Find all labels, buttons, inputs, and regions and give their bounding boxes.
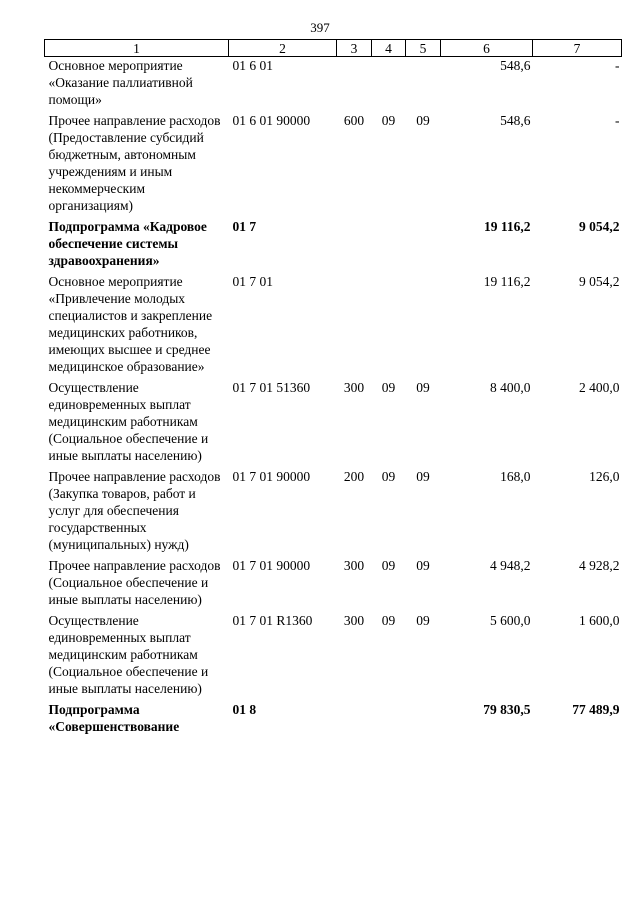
- row-col4: 09: [381, 380, 396, 395]
- row-col3: 300: [343, 613, 365, 628]
- row-col5: 09: [416, 380, 430, 395]
- row-col5: 09: [416, 613, 430, 628]
- row-col5: [406, 273, 441, 379]
- row-code: 01 7 01: [232, 274, 273, 289]
- row-code: 01 6 01: [232, 58, 273, 73]
- row-name: Подпрограмма «Кадровое обеспечение системы здравоохранения»: [48, 219, 207, 268]
- row-col3: [337, 273, 372, 379]
- row-value-6: 548,6: [500, 113, 531, 128]
- row-value-6: 548,6: [500, 58, 531, 73]
- table-row: [45, 701, 622, 739]
- row-col4: 09: [381, 613, 396, 628]
- table-row: [45, 379, 622, 468]
- row-value-6: 8 400,0: [490, 380, 531, 395]
- budget-table: [44, 39, 622, 739]
- row-name: Основное мероприятие «Привлечение молодых специалистов и закрепление медицинских работников, имеющих высшее и среднее медицинское образование»: [48, 274, 213, 374]
- row-col3: [337, 701, 372, 739]
- row-value-6: 168,0: [500, 469, 531, 484]
- row-value-6: 79 830,5: [483, 702, 531, 717]
- row-name: Прочее направление расходов (Социальное обеспечение и иные выплаты населению): [48, 558, 221, 607]
- row-code: 01 6 01 90000: [232, 113, 311, 128]
- header-row: [45, 40, 622, 57]
- row-col4: [372, 218, 406, 273]
- row-col4: 09: [381, 469, 396, 484]
- row-col5: 09: [416, 113, 430, 128]
- row-value-7: 77 489,9: [572, 702, 620, 717]
- table-row: [45, 57, 622, 113]
- page-number: 397: [310, 20, 330, 35]
- row-code: 01 7 01 R1360: [232, 613, 313, 628]
- row-name: Подпрограмма «Совершенствование: [48, 702, 180, 734]
- row-col3: 300: [343, 380, 365, 395]
- table-row: [45, 218, 622, 273]
- row-col4: 09: [381, 558, 396, 573]
- row-value-7: 126,0: [589, 469, 620, 484]
- row-name: Прочее направление расходов (Закупка товаров, работ и услуг для обеспечения государственных (муниципальных) нужд): [48, 469, 221, 552]
- column-header-5: 5: [406, 40, 441, 57]
- row-col3: 200: [343, 469, 365, 484]
- row-name: Осуществление единовременных выплат медицинским работникам (Социальное обеспечение и иные выплаты населению): [48, 613, 209, 696]
- table-row: [45, 468, 622, 557]
- row-col3: 300: [343, 558, 365, 573]
- row-code: 01 7 01 90000: [232, 469, 311, 484]
- column-header-3: 3: [337, 40, 372, 57]
- row-code: 01 8: [232, 702, 257, 717]
- row-name: Осуществление единовременных выплат медицинским работникам (Социальное обеспечение и иные выплаты населению): [48, 380, 209, 463]
- row-value-7: 1 600,0: [579, 613, 620, 628]
- row-value-7: 4 928,2: [579, 558, 620, 573]
- row-col5: [406, 701, 441, 739]
- row-value-6: 5 600,0: [490, 613, 531, 628]
- row-name: Основное мероприятие «Оказание паллиативной помощи»: [48, 58, 193, 107]
- row-col4: [372, 57, 406, 113]
- row-col3: 600: [343, 113, 365, 128]
- row-value-7: 9 054,2: [579, 219, 620, 234]
- row-col4: 09: [381, 113, 396, 128]
- row-value-7: -: [615, 58, 620, 73]
- row-code: 01 7 01 90000: [232, 558, 311, 573]
- row-col5: 09: [416, 558, 430, 573]
- row-value-7: 2 400,0: [579, 380, 620, 395]
- column-header-7: 7: [533, 40, 622, 57]
- row-name: Прочее направление расходов (Предоставление субсидий бюджетным, автономным учреждениям и иным некоммерческим организациям): [48, 113, 221, 213]
- table-row: [45, 557, 622, 612]
- row-col5: [406, 57, 441, 113]
- row-col4: [372, 273, 406, 379]
- row-value-7: -: [615, 113, 620, 128]
- row-code: 01 7 01 51360: [232, 380, 311, 395]
- row-value-6: 19 116,2: [483, 274, 531, 289]
- table-row: [45, 112, 622, 218]
- row-col4: [372, 701, 406, 739]
- row-value-6: 19 116,2: [483, 219, 531, 234]
- table-row: [45, 273, 622, 379]
- row-value-7: 9 054,2: [579, 274, 620, 289]
- column-header-1: 1: [45, 40, 229, 57]
- column-header-4: 4: [372, 40, 406, 57]
- row-value-6: 4 948,2: [490, 558, 531, 573]
- column-header-6: 6: [441, 40, 533, 57]
- column-header-2: 2: [229, 40, 337, 57]
- row-col3: [337, 218, 372, 273]
- row-col5: [406, 218, 441, 273]
- table-row: [45, 612, 622, 701]
- row-col5: 09: [416, 469, 430, 484]
- row-code: 01 7: [232, 219, 257, 234]
- row-col3: [337, 57, 372, 113]
